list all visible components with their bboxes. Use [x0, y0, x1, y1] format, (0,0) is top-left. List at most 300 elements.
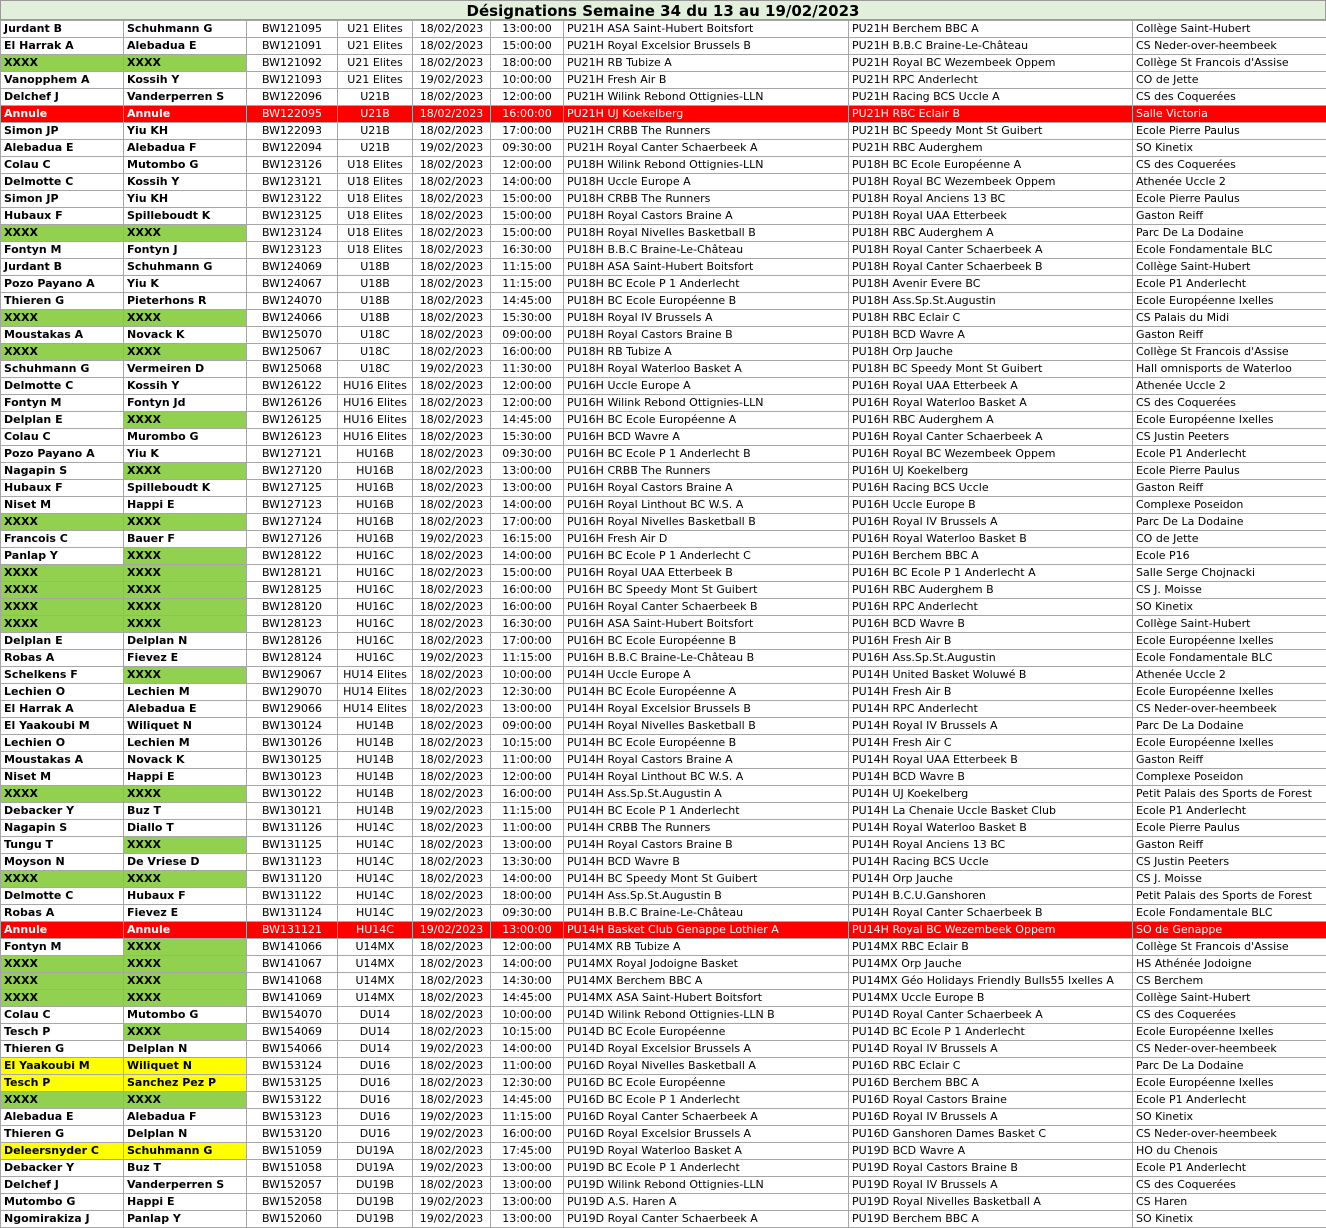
time-cell: 16:00:00 [491, 582, 564, 599]
away-team-cell: PU14H Royal Anciens 13 BC [849, 837, 1133, 854]
away-team-cell: PU16D Berchem BBC A [849, 1075, 1133, 1092]
table-row [1, 735, 1326, 752]
referee-2-cell: Spilleboudt K [124, 480, 247, 497]
match-code-cell: BW152060 [247, 1211, 338, 1228]
referee-2-cell: Sanchez Pez P [124, 1075, 247, 1092]
venue-cell: Athenée Uccle 2 [1133, 174, 1326, 191]
time-cell: 11:15:00 [491, 1109, 564, 1126]
date-cell: 18/02/2023 [413, 684, 491, 701]
referee-1-cell: Colau C [1, 429, 124, 446]
away-team-cell: PU14H United Basket Woluwé B [849, 667, 1133, 684]
away-team-cell: PU21H RBC Auderghem [849, 140, 1133, 157]
venue-cell: CS Justin Peeters [1133, 429, 1326, 446]
venue-cell: Hall omnisports de Waterloo [1133, 361, 1326, 378]
time-cell: 15:00:00 [491, 208, 564, 225]
category-cell: HU16C [338, 565, 413, 582]
home-team-cell: PU16H Uccle Europe A [564, 378, 849, 395]
table-row [1, 463, 1326, 480]
table-row [1, 157, 1326, 174]
match-code-cell: BW141068 [247, 973, 338, 990]
home-team-cell: PU19D Wilink Rebond Ottignies-LLN [564, 1177, 849, 1194]
venue-cell: Gaston Reiff [1133, 327, 1326, 344]
referee-1-cell: Moustakas A [1, 327, 124, 344]
referee-2-cell: XXXX [124, 463, 247, 480]
time-cell: 11:30:00 [491, 361, 564, 378]
table-row [1, 1075, 1326, 1092]
table-row [1, 837, 1326, 854]
home-team-cell: PU18H Royal Waterloo Basket A [564, 361, 849, 378]
category-cell: U14MX [338, 939, 413, 956]
referee-1-cell: Robas A [1, 905, 124, 922]
venue-cell: Parc De La Dodaine [1133, 514, 1326, 531]
match-code-cell: BW153125 [247, 1075, 338, 1092]
away-team-cell: PU14H Fresh Air B [849, 684, 1133, 701]
date-cell: 18/02/2023 [413, 1143, 491, 1160]
table-row [1, 310, 1326, 327]
time-cell: 15:00:00 [491, 565, 564, 582]
date-cell: 19/02/2023 [413, 140, 491, 157]
category-cell: HU16B [338, 446, 413, 463]
category-cell: DU16 [338, 1092, 413, 1109]
table-row [1, 1058, 1326, 1075]
referee-1-cell: Debacker Y [1, 803, 124, 820]
table-row [1, 361, 1326, 378]
away-team-cell: PU19D Berchem BBC A [849, 1211, 1133, 1228]
away-team-cell: PU18H Ass.Sp.St.Augustin [849, 293, 1133, 310]
home-team-cell: PU14H BC Ecole P 1 Anderlecht [564, 803, 849, 820]
category-cell: DU19B [338, 1211, 413, 1228]
category-cell: U18B [338, 276, 413, 293]
table-row [1, 820, 1326, 837]
home-team-cell: PU18H RB Tubize A [564, 344, 849, 361]
date-cell: 18/02/2023 [413, 973, 491, 990]
home-team-cell: PU16H B.B.C Braine-Le-Château B [564, 650, 849, 667]
category-cell: HU14B [338, 735, 413, 752]
category-cell: U21B [338, 89, 413, 106]
date-cell: 18/02/2023 [413, 888, 491, 905]
referee-1-cell: Colau C [1, 1007, 124, 1024]
home-team-cell: PU18H BC Ecole Européenne B [564, 293, 849, 310]
time-cell: 14:00:00 [491, 497, 564, 514]
home-team-cell: PU16D Royal Nivelles Basketball A [564, 1058, 849, 1075]
venue-cell: Parc De La Dodaine [1133, 225, 1326, 242]
match-code-cell: BW121093 [247, 72, 338, 89]
home-team-cell: PU14H BC Ecole Européenne B [564, 735, 849, 752]
referee-1-cell: Panlap Y [1, 548, 124, 565]
referee-1-cell: XXXX [1, 310, 124, 327]
time-cell: 09:30:00 [491, 446, 564, 463]
date-cell: 18/02/2023 [413, 429, 491, 446]
away-team-cell: PU16H Royal IV Brussels A [849, 514, 1133, 531]
match-code-cell: BW141067 [247, 956, 338, 973]
away-team-cell: PU16D Royal Castors Braine [849, 1092, 1133, 1109]
category-cell: HU16 Elites [338, 412, 413, 429]
away-team-cell: PU14H BCD Wavre B [849, 769, 1133, 786]
time-cell: 09:00:00 [491, 327, 564, 344]
referee-2-cell: XXXX [124, 990, 247, 1007]
table-row [1, 939, 1326, 956]
table-row [1, 514, 1326, 531]
venue-cell: Athenée Uccle 2 [1133, 378, 1326, 395]
referee-2-cell: Delplan N [124, 1041, 247, 1058]
venue-cell: Collège Saint-Hubert [1133, 616, 1326, 633]
match-code-cell: BW127125 [247, 480, 338, 497]
home-team-cell: PU14MX RB Tubize A [564, 939, 849, 956]
date-cell: 18/02/2023 [413, 89, 491, 106]
date-cell: 19/02/2023 [413, 531, 491, 548]
match-code-cell: BW131124 [247, 905, 338, 922]
category-cell: HU16B [338, 497, 413, 514]
away-team-cell: PU16H Royal Waterloo Basket B [849, 531, 1133, 548]
venue-cell: Ecole Pierre Paulus [1133, 820, 1326, 837]
referee-1-cell: Hubaux F [1, 480, 124, 497]
venue-cell: CS des Coquerées [1133, 89, 1326, 106]
match-code-cell: BW125070 [247, 327, 338, 344]
referee-1-cell: Deleersnyder C [1, 1143, 124, 1160]
referee-1-cell: XXXX [1, 871, 124, 888]
away-team-cell: PU14D BC Ecole P 1 Anderlecht [849, 1024, 1133, 1041]
date-cell: 18/02/2023 [413, 497, 491, 514]
venue-cell: CS Palais du Midi [1133, 310, 1326, 327]
home-team-cell: PU19D Royal Waterloo Basket A [564, 1143, 849, 1160]
away-team-cell: PU14H Royal IV Brussels A [849, 718, 1133, 735]
away-team-cell: PU16D Ganshoren Dames Basket C [849, 1126, 1133, 1143]
category-cell: U18 Elites [338, 191, 413, 208]
home-team-cell: PU16H BC Speedy Mont St Guibert [564, 582, 849, 599]
match-code-cell: BW128123 [247, 616, 338, 633]
table-row [1, 242, 1326, 259]
date-cell: 18/02/2023 [413, 939, 491, 956]
table-row [1, 956, 1326, 973]
date-cell: 18/02/2023 [413, 1092, 491, 1109]
venue-cell: Ecole Européenne Ixelles [1133, 412, 1326, 429]
referee-2-cell: XXXX [124, 973, 247, 990]
time-cell: 14:45:00 [491, 412, 564, 429]
category-cell: U14MX [338, 956, 413, 973]
referee-2-cell: Delplan N [124, 633, 247, 650]
venue-cell: SO Kinetix [1133, 1109, 1326, 1126]
venue-cell: Ecole Fondamentale BLC [1133, 905, 1326, 922]
venue-cell: CS Neder-over-heembeek [1133, 1126, 1326, 1143]
referee-1-cell: Vanopphem A [1, 72, 124, 89]
category-cell: HU16 Elites [338, 429, 413, 446]
time-cell: 14:30:00 [491, 973, 564, 990]
referee-1-cell: Delchef J [1, 89, 124, 106]
referee-1-cell: Fontyn M [1, 242, 124, 259]
table-row [1, 55, 1326, 72]
date-cell: 18/02/2023 [413, 276, 491, 293]
date-cell: 18/02/2023 [413, 463, 491, 480]
table-row [1, 1143, 1326, 1160]
away-team-cell: PU16H Royal BC Wezembeek Oppem [849, 446, 1133, 463]
match-code-cell: BW130123 [247, 769, 338, 786]
table-row [1, 344, 1326, 361]
table-row [1, 21, 1326, 38]
match-code-cell: BW126125 [247, 412, 338, 429]
time-cell: 12:30:00 [491, 1075, 564, 1092]
date-cell: 18/02/2023 [413, 1177, 491, 1194]
home-team-cell: PU18H Uccle Europe A [564, 174, 849, 191]
venue-cell: HO du Chenois [1133, 1143, 1326, 1160]
venue-cell: Ecole Pierre Paulus [1133, 123, 1326, 140]
away-team-cell: PU18H RBC Auderghem A [849, 225, 1133, 242]
venue-cell: CS Justin Peeters [1133, 854, 1326, 871]
referee-2-cell: Vermeiren D [124, 361, 247, 378]
away-team-cell: PU16H Royal UAA Etterbeek A [849, 378, 1133, 395]
category-cell: HU14C [338, 871, 413, 888]
referee-1-cell: Tesch P [1, 1024, 124, 1041]
venue-cell: CS des Coquerées [1133, 1177, 1326, 1194]
category-cell: U18B [338, 259, 413, 276]
table-row [1, 293, 1326, 310]
venue-cell: CS des Coquerées [1133, 1007, 1326, 1024]
time-cell: 15:30:00 [491, 310, 564, 327]
home-team-cell: PU14H CRBB The Runners [564, 820, 849, 837]
time-cell: 09:30:00 [491, 140, 564, 157]
category-cell: HU14 Elites [338, 701, 413, 718]
venue-cell: Collège Saint-Hubert [1133, 259, 1326, 276]
match-code-cell: BW131126 [247, 820, 338, 837]
referee-2-cell: Schuhmann G [124, 1143, 247, 1160]
referee-1-cell: XXXX [1, 514, 124, 531]
referee-1-cell: Alebadua E [1, 140, 124, 157]
venue-cell: Ecole P1 Anderlecht [1133, 1160, 1326, 1177]
referee-1-cell: Alebadua E [1, 1109, 124, 1126]
referee-2-cell: XXXX [124, 412, 247, 429]
time-cell: 12:00:00 [491, 89, 564, 106]
referee-1-cell: XXXX [1, 956, 124, 973]
home-team-cell: PU21H CRBB The Runners [564, 123, 849, 140]
referee-1-cell: El Harrak A [1, 38, 124, 55]
match-code-cell: BW124069 [247, 259, 338, 276]
home-team-cell: PU14MX ASA Saint-Hubert Boitsfort [564, 990, 849, 1007]
match-code-cell: BW128120 [247, 599, 338, 616]
match-code-cell: BW130125 [247, 752, 338, 769]
match-code-cell: BW154070 [247, 1007, 338, 1024]
table-row [1, 1177, 1326, 1194]
referee-1-cell: Simon JP [1, 191, 124, 208]
time-cell: 13:00:00 [491, 1194, 564, 1211]
time-cell: 10:00:00 [491, 72, 564, 89]
table-row [1, 327, 1326, 344]
match-code-cell: BW151059 [247, 1143, 338, 1160]
category-cell: DU14 [338, 1041, 413, 1058]
match-code-cell: BW151058 [247, 1160, 338, 1177]
time-cell: 10:00:00 [491, 667, 564, 684]
home-team-cell: PU16H BC Ecole P 1 Anderlecht C [564, 548, 849, 565]
match-code-cell: BW125068 [247, 361, 338, 378]
category-cell: DU14 [338, 1007, 413, 1024]
time-cell: 17:00:00 [491, 123, 564, 140]
referee-1-cell: Annule [1, 106, 124, 123]
venue-cell: CS Berchem [1133, 973, 1326, 990]
home-team-cell: PU21H Fresh Air B [564, 72, 849, 89]
referee-2-cell: Alebadua F [124, 140, 247, 157]
home-team-cell: PU16H BC Ecole P 1 Anderlecht B [564, 446, 849, 463]
referee-2-cell: Happi E [124, 769, 247, 786]
table-row [1, 1109, 1326, 1126]
venue-cell: Complexe Poseidon [1133, 769, 1326, 786]
away-team-cell: PU18H Royal Anciens 13 BC [849, 191, 1133, 208]
time-cell: 12:00:00 [491, 157, 564, 174]
date-cell: 18/02/2023 [413, 718, 491, 735]
date-cell: 18/02/2023 [413, 191, 491, 208]
date-cell: 18/02/2023 [413, 208, 491, 225]
referee-2-cell: XXXX [124, 667, 247, 684]
venue-cell: Athenée Uccle 2 [1133, 667, 1326, 684]
table-row [1, 89, 1326, 106]
time-cell: 14:45:00 [491, 293, 564, 310]
referee-2-cell: XXXX [124, 786, 247, 803]
referee-1-cell: Jurdant B [1, 21, 124, 38]
home-team-cell: PU14D BC Ecole Européenne [564, 1024, 849, 1041]
category-cell: HU14B [338, 786, 413, 803]
date-cell: 18/02/2023 [413, 21, 491, 38]
category-cell: DU19B [338, 1194, 413, 1211]
table-row [1, 480, 1326, 497]
home-team-cell: PU16H Royal Canter Schaerbeek B [564, 599, 849, 616]
home-team-cell: PU14H Royal Linthout BC W.S. A [564, 769, 849, 786]
home-team-cell: PU21H Royal Excelsior Brussels B [564, 38, 849, 55]
category-cell: HU16C [338, 548, 413, 565]
away-team-cell: PU16H BCD Wavre B [849, 616, 1133, 633]
table-row [1, 616, 1326, 633]
away-team-cell: PU18H BCD Wavre A [849, 327, 1133, 344]
category-cell: DU14 [338, 1024, 413, 1041]
home-team-cell: PU16D Royal Excelsior Brussels A [564, 1126, 849, 1143]
match-code-cell: BW126123 [247, 429, 338, 446]
referee-1-cell: XXXX [1, 599, 124, 616]
away-team-cell: PU21H Berchem BBC A [849, 21, 1133, 38]
away-team-cell: PU16D Royal IV Brussels A [849, 1109, 1133, 1126]
time-cell: 12:00:00 [491, 939, 564, 956]
category-cell: HU16B [338, 514, 413, 531]
category-cell: U18C [338, 361, 413, 378]
table-row [1, 412, 1326, 429]
category-cell: DU16 [338, 1075, 413, 1092]
referee-1-cell: XXXX [1, 990, 124, 1007]
away-team-cell: PU14H Royal Canter Schaerbeek B [849, 905, 1133, 922]
time-cell: 15:00:00 [491, 191, 564, 208]
referee-2-cell: XXXX [124, 616, 247, 633]
venue-cell: CO de Jette [1133, 72, 1326, 89]
category-cell: U18B [338, 293, 413, 310]
referee-1-cell: Moustakas A [1, 752, 124, 769]
time-cell: 12:00:00 [491, 378, 564, 395]
referee-2-cell: XXXX [124, 599, 247, 616]
time-cell: 11:15:00 [491, 259, 564, 276]
referee-2-cell: Happi E [124, 497, 247, 514]
table-row [1, 565, 1326, 582]
date-cell: 18/02/2023 [413, 259, 491, 276]
away-team-cell: PU14H Racing BCS Uccle [849, 854, 1133, 871]
referee-1-cell: XXXX [1, 55, 124, 72]
away-team-cell: PU14MX Orp Jauche [849, 956, 1133, 973]
table-row [1, 276, 1326, 293]
referee-1-cell: XXXX [1, 582, 124, 599]
venue-cell: SO Kinetix [1133, 140, 1326, 157]
home-team-cell: PU18H Royal Castors Braine A [564, 208, 849, 225]
match-code-cell: BW152058 [247, 1194, 338, 1211]
date-cell: 19/02/2023 [413, 1109, 491, 1126]
category-cell: U18 Elites [338, 242, 413, 259]
time-cell: 17:00:00 [491, 514, 564, 531]
table-row [1, 718, 1326, 735]
referee-2-cell: XXXX [124, 514, 247, 531]
referee-2-cell: Panlap Y [124, 1211, 247, 1228]
referee-2-cell: De Vriese D [124, 854, 247, 871]
match-code-cell: BW124066 [247, 310, 338, 327]
away-team-cell: PU18H Royal BC Wezembeek Oppem [849, 174, 1133, 191]
home-team-cell: PU14H Ass.Sp.St.Augustin B [564, 888, 849, 905]
referee-1-cell: Niset M [1, 769, 124, 786]
referee-1-cell: XXXX [1, 616, 124, 633]
match-code-cell: BW130121 [247, 803, 338, 820]
venue-cell: Gaston Reiff [1133, 480, 1326, 497]
referee-2-cell: Hubaux F [124, 888, 247, 905]
referee-2-cell: Buz T [124, 1160, 247, 1177]
away-team-cell: PU14H UJ Koekelberg [849, 786, 1133, 803]
sheet-title: Désignations Semaine 34 du 13 au 19/02/2023 [0, 0, 1326, 20]
table-row [1, 769, 1326, 786]
match-code-cell: BW127124 [247, 514, 338, 531]
date-cell: 18/02/2023 [413, 225, 491, 242]
away-team-cell: PU14H Royal BC Wezembeek Oppem [849, 922, 1133, 939]
away-team-cell: PU14D Royal IV Brussels A [849, 1041, 1133, 1058]
venue-cell: Ecole Pierre Paulus [1133, 191, 1326, 208]
home-team-cell: PU16H CRBB The Runners [564, 463, 849, 480]
table-row [1, 497, 1326, 514]
referee-2-cell: Wiliquet N [124, 1058, 247, 1075]
category-cell: HU16B [338, 531, 413, 548]
referee-1-cell: Schuhmann G [1, 361, 124, 378]
match-code-cell: BW128121 [247, 565, 338, 582]
match-code-cell: BW131123 [247, 854, 338, 871]
referee-1-cell: Lechien O [1, 684, 124, 701]
home-team-cell: PU14D Royal Excelsior Brussels A [564, 1041, 849, 1058]
referee-1-cell: XXXX [1, 225, 124, 242]
match-code-cell: BW153124 [247, 1058, 338, 1075]
venue-cell: Ecole P1 Anderlecht [1133, 276, 1326, 293]
referee-2-cell: Yiu K [124, 446, 247, 463]
table-row [1, 582, 1326, 599]
date-cell: 19/02/2023 [413, 650, 491, 667]
home-team-cell: PU14MX Royal Jodoigne Basket [564, 956, 849, 973]
table-row [1, 1126, 1326, 1143]
referee-2-cell: Alebadua E [124, 38, 247, 55]
table-row [1, 446, 1326, 463]
match-code-cell: BW124070 [247, 293, 338, 310]
away-team-cell: PU16D RBC Eclair C [849, 1058, 1133, 1075]
away-team-cell: PU21H Racing BCS Uccle A [849, 89, 1133, 106]
away-team-cell: PU21H BC Speedy Mont St Guibert [849, 123, 1133, 140]
designations-table [0, 20, 1326, 1228]
time-cell: 10:15:00 [491, 735, 564, 752]
time-cell: 13:00:00 [491, 21, 564, 38]
home-team-cell: PU21H Wilink Rebond Ottignies-LLN [564, 89, 849, 106]
date-cell: 18/02/2023 [413, 616, 491, 633]
venue-cell: Collège Saint-Hubert [1133, 21, 1326, 38]
time-cell: 13:00:00 [491, 837, 564, 854]
venue-cell: Ecole P1 Anderlecht [1133, 446, 1326, 463]
time-cell: 09:30:00 [491, 905, 564, 922]
match-code-cell: BW128126 [247, 633, 338, 650]
referee-2-cell: Kossih Y [124, 378, 247, 395]
date-cell: 18/02/2023 [413, 157, 491, 174]
away-team-cell: PU18H Royal Canter Schaerbeek A [849, 242, 1133, 259]
category-cell: HU16C [338, 633, 413, 650]
table-row [1, 633, 1326, 650]
